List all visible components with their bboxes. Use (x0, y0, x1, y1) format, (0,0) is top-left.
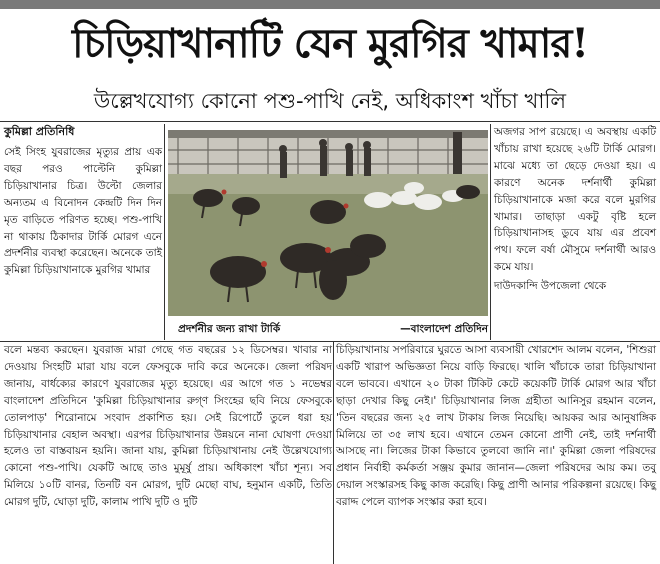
photo-caption-row (168, 318, 488, 340)
bottom-right-column (336, 342, 656, 511)
left-column-text: সেই সিংহ যুবরাজের মৃত্যুর প্রায় এক বছর পরও পাল্টেনি কুমিল্লা চিড়িয়াখানার চিত্র। উল্টো জেলার অন্যতম এ বিনোদন কেন্দ্রটি দিন দিন মৃত বাড়িতে পরিণত হচ্ছে। পশু-পাখি না থাকায় ঠিকাদার টার্কি মোরগ এনে প্রদর্শনীর ব্যবস্থা করেছেন। অনেকে তাই কুমিল্লা চিড়িয়াখানাকে মুরগির খামার (4, 146, 162, 277)
turkey-photo-image (168, 130, 488, 316)
right-column-divider (490, 124, 491, 340)
top-gray-bar (0, 0, 660, 9)
subheadline: উল্লেখযোগ্য কোনো পশু-পাখি নেই, অধিকাংশ খাঁচা খালি (93, 89, 567, 113)
left-column (4, 144, 162, 279)
turkey-photo (168, 130, 488, 316)
header-divider (0, 121, 660, 122)
bottom-left-column (4, 342, 332, 511)
left-column-divider (164, 124, 165, 340)
bottom-right-text: চিড়িয়াখানায় সপরিবারে ঘুরতে আসা ব্যবসায়ী খোরশেদ আলম বলেন, 'শিশুরা একটি খারাপ অভিজ্ঞতা নিয়ে বাড়ি ফিরছে। খালি খাঁচাকে তারা চিড়িয়াখানা বলে ভাববে। এখানে ২০ টাকা টিকিট কেটে কয়েকটি টার্কি মোরগ আর খাঁচা ছাড়া দেখার কিছু নেই।' চিড়িয়াখানার লিজ গ্রহীতা আনিসুর রহমান বলেন, 'তিন বছরের জন্য ২৫ লাখ টাকায় লিজ নিয়েছি। আয়কর আর আনুষাঙ্গিক মিলিয়ে তা ৩৫ লাখ হবে। এখানে তেমন কোনো প্রাণী নেই, তাই দর্শনার্থী আসছে না। লিজের টাকা কিভাবে তুলবো জানি না।' কুমিল্লা জেলা পরিষদের প্রধান নির্বাহী কর্মকর্তা সঞ্জয় কুমার জানান—জেলা পরিষদের আয় কম। তবু দেয়াল সংস্কারসহ কিছু কাজ করেছি। কিছু প্রাণী আনার পরিকল্পনা রয়েছে। কিছু বরাদ্দ পেলে ব্যাপক সংস্কার করা হবে। (336, 344, 656, 509)
photo-caption: প্রদর্শনীর জন্য রাখা টার্কি (178, 323, 281, 335)
byline: কুমিল্লা প্রতিনিধি (4, 125, 75, 138)
right-column (494, 124, 656, 295)
bottom-column-divider (333, 342, 334, 564)
right-column-text-2: দাউদকান্দি উপজেলা থেকে (494, 280, 606, 293)
headline: চিড়িয়াখানাটি যেন মুরগির খামার! (72, 20, 588, 67)
bottom-left-text: বলে মন্তব্য করছেন। যুবরাজ মারা গেছে গত বছরের ১২ ডিসেম্বর। খাবার না দেওয়ায় সিংহটি মারা যায় বলে ফেসবুকে দাবি করে অনেকে। জেলা পরিষদ জানায়, বার্ধক্যের কারণে যুবরাজের মৃত্যু হয়েছে। এর আগে গত ১ নভেম্বর বাংলাদেশ প্রতিদিনে 'কুমিল্লা চিড়িয়াখানার রুগ্ণ সিংহের ছবি নিয়ে ফেসবুকে তোলপাড়' শিরোনামে সংবাদ প্রকাশিত হয়। সেই রিপোর্টে তুলে ধরা হয় চিড়িয়াখানার বেহাল অবস্থা। এরপর চিড়িয়াখানার উন্নয়নে নানা ঘোষণা দেওয়া হলেও তা বাস্তবায়ন হয়নি। জানা যায়, কুমিল্লা চিড়িয়াখানায় নেই উল্লেখযোগ্য কোনো পশু-পাখি। যেকটি আছে তাও মুমূর্ষু প্রায়। অধিকাংশ খাঁচা শূন্য। সব মিলিয়ে ১০টি বানর, তিনটি বন মোরগ, দুটি মেছো বাঘ, হনুমান একটি, তিতি মোরগ দুটি, ঘোড়া দুটি, কালাম পাখি দুটি ও দুটি (4, 344, 332, 509)
right-column-text: অজগর সাপ রয়েছে। এ অবস্থায় একটি খাঁচায় রাখা হয়েছে ২৬টি টার্কি মোরগ। মাঝে মধ্যে তা ছেড়ে দেওয়া হয়। এ কারণে অনেক দর্শনার্থী কুমিল্লা চিড়িয়াখানাকে মজা করে বলে মুরগির খামার। তাছাড়া একটু বৃষ্টি হলে চিড়িয়াখানাসহ ডুবে যায় এর প্রবেশ পথ। ফলে বর্ষা মৌসুমে দর্শনার্থী আরও কমে যায়। (494, 126, 656, 274)
photo-credit: —বাংলাদেশ প্রতিদিন (400, 323, 488, 335)
